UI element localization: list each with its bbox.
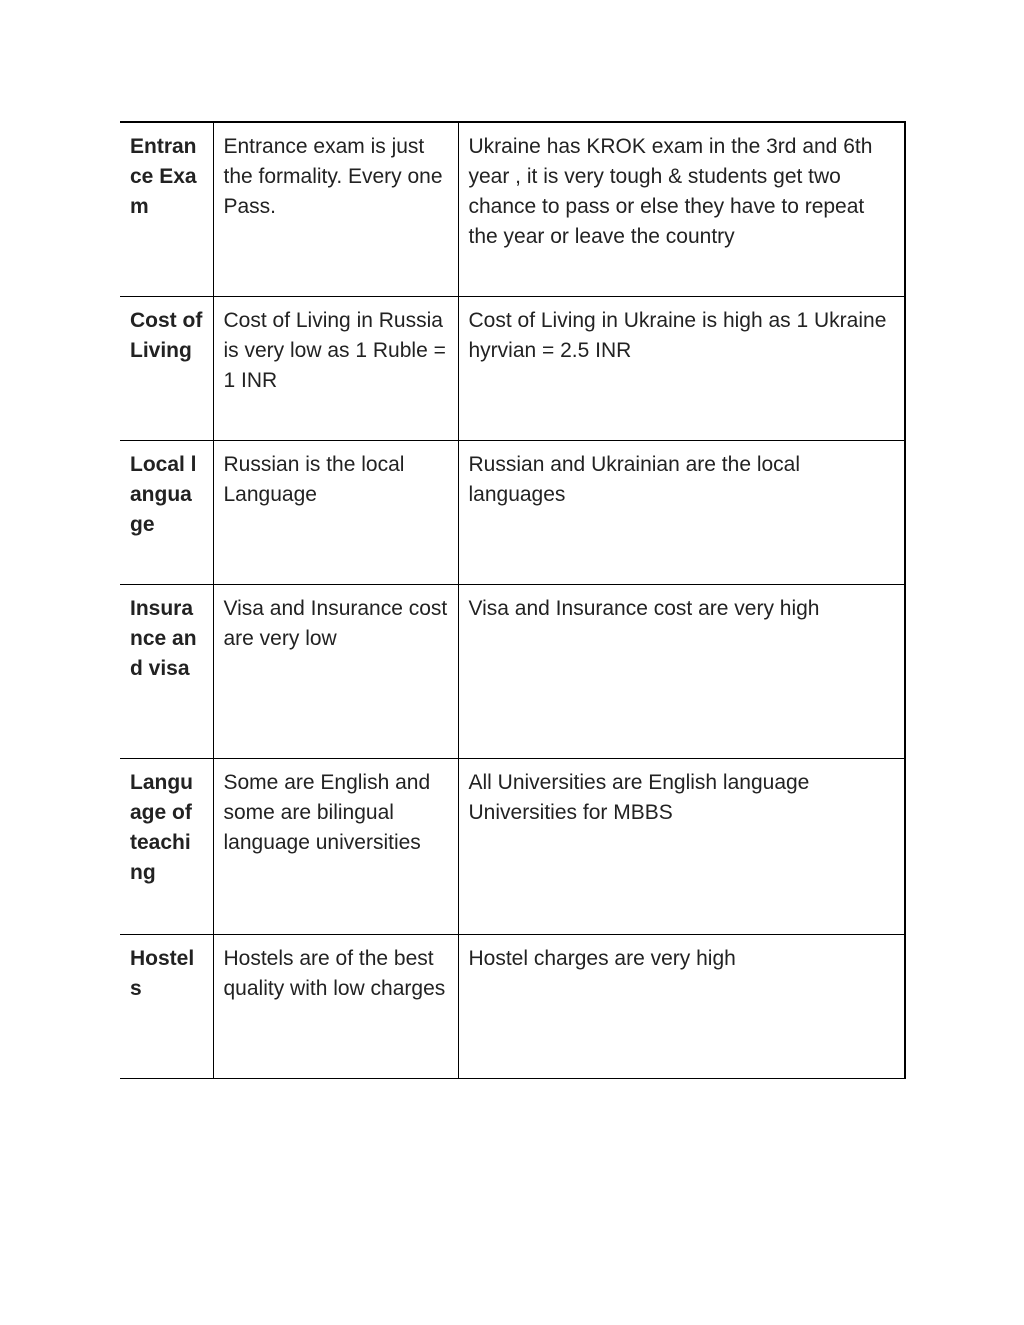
russia-cell: Russian is the local Language (213, 440, 458, 584)
ukraine-cell: All Universities are English language Universities for MBBS (458, 758, 905, 934)
russia-cell: Cost of Living in Russia is very low as 1 Ruble = 1 INR (213, 296, 458, 440)
row-label: Entrance Exam (120, 122, 213, 296)
row-label: Cost of Living (120, 296, 213, 440)
comparison-table (120, 121, 906, 1079)
table-row (120, 122, 905, 296)
table-row (120, 296, 905, 440)
table-row (120, 440, 905, 584)
row-label: Hostels (120, 934, 213, 1078)
ukraine-cell: Cost of Living in Ukraine is high as 1 Ukraine hyrvian = 2.5 INR (458, 296, 905, 440)
table-row (120, 934, 905, 1078)
ukraine-cell: Hostel charges are very high (458, 934, 905, 1078)
ukraine-cell: Russian and Ukrainian are the local languages (458, 440, 905, 584)
table-row (120, 758, 905, 934)
table-row (120, 584, 905, 758)
row-label: Local language (120, 440, 213, 584)
ukraine-cell: Visa and Insurance cost are very high (458, 584, 905, 758)
russia-cell: Entrance exam is just the formality. Every one Pass. (213, 122, 458, 296)
russia-cell: Some are English and some are bilingual language universities (213, 758, 458, 934)
row-label: Language of teaching (120, 758, 213, 934)
russia-cell: Hostels are of the best quality with low charges (213, 934, 458, 1078)
russia-cell: Visa and Insurance cost are very low (213, 584, 458, 758)
ukraine-cell: Ukraine has KROK exam in the 3rd and 6th year , it is very tough & students get two chance to pass or else they have to repeat the year or leave the country (458, 122, 905, 296)
row-label: Insurance and visa (120, 584, 213, 758)
